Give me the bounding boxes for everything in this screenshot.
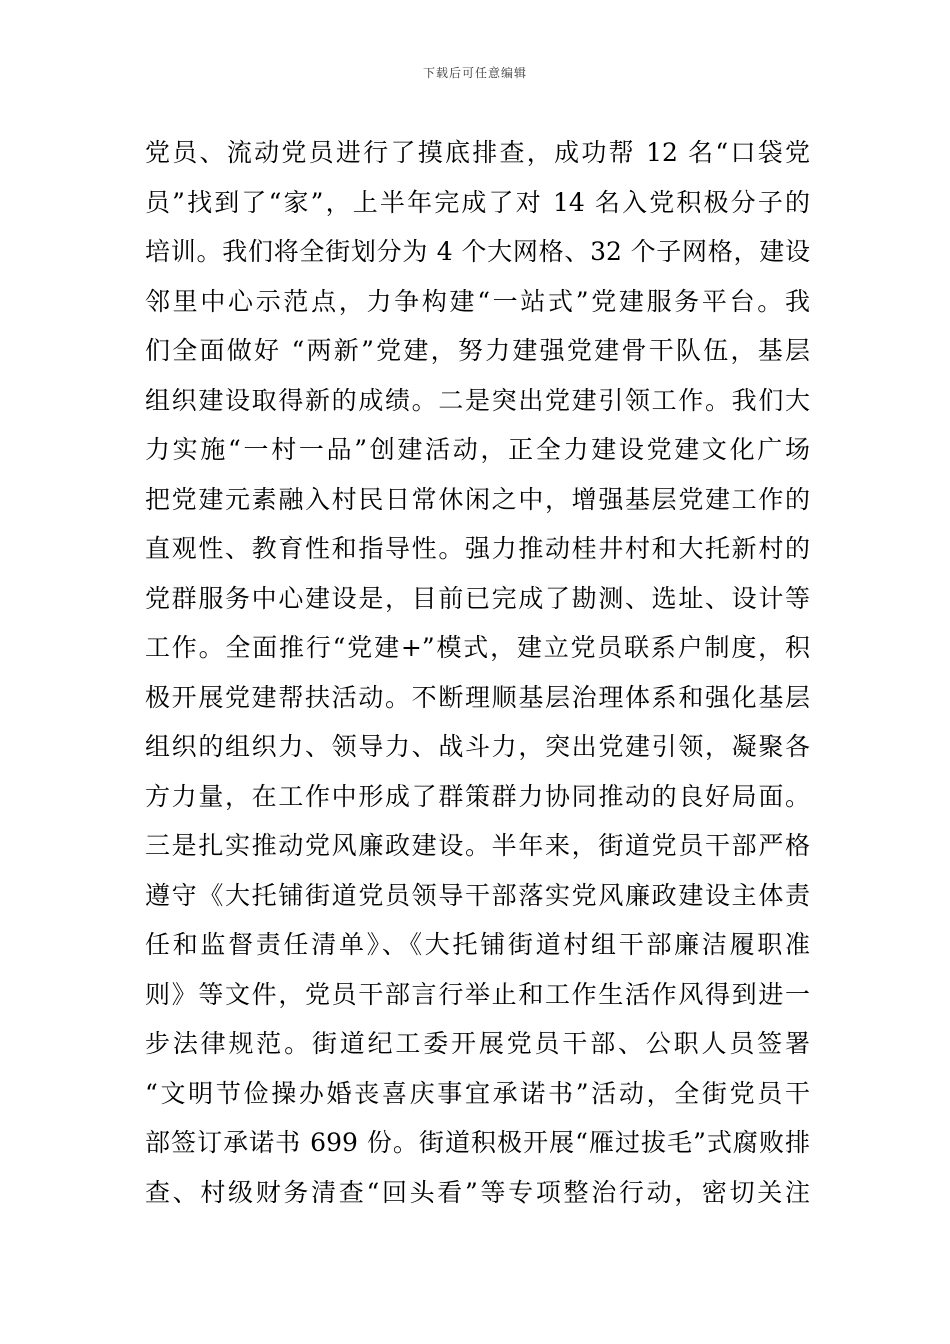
text-line: 党员、流动党员进行了摸底排查，成功帮 12 名“口袋党 [145, 138, 810, 167]
text-line: 查、村级财务清查“回头看”等专项整治行动，密切关注 [145, 1177, 810, 1207]
text-line: 把党建元素融入村民日常休闲之中，增强基层党建工作的 [145, 484, 810, 514]
text-line: 三是扎实推动党风廉政建设。半年来，街道党员干部严格 [145, 831, 810, 860]
text-line: 直观性、教育性和指导性。强力推动桂井村和大托新村的 [145, 534, 810, 563]
text-line: 们全面做好 “两新”党建，努力建强党建骨干队伍，基层 [145, 336, 810, 365]
text-line: 极开展党建帮扶活动。不断理顺基层治理体系和强化基层 [145, 682, 810, 712]
text-line: 工作。全面推行“党建+”模式，建立党员联系户制度，积 [145, 633, 810, 662]
text-line: 任和监督责任清单》、《大托铺街道村组干部廉洁履职准 [145, 930, 810, 959]
text-line: 步法律规范。街道纪工委开展党员干部、公职人员签署 [145, 1029, 810, 1058]
text-line: 员”找到了“家”，上半年完成了对 14 名入党积极分子的 [145, 187, 810, 217]
page-header: 下载后可任意编辑 [422, 66, 527, 80]
text-line: 组织建设取得新的成绩。二是突出党建引领工作。我们大 [145, 385, 810, 415]
body-paragraph [145, 128, 810, 1217]
text-line: 邻里中心示范点，力争构建“一站式”党建服务平台。我 [145, 286, 810, 316]
text-line: 培训。我们将全街划分为 4 个大网格、32 个子网格，建设 [145, 237, 810, 266]
text-line: 方力量，在工作中形成了群策群力协同推动的良好局面。 [145, 781, 810, 811]
text-line: 组织的组织力、领导力、战斗力，突出党建引领，凝聚各 [145, 732, 810, 761]
text-line: 则》等文件，党员干部言行举止和工作生活作风得到进一 [145, 979, 810, 1009]
text-line: 力实施“一村一品”创建活动，正全力建设党建文化广场 [145, 435, 810, 464]
text-line: 党群服务中心建设是，目前已完成了勘测、选址、设计等 [145, 583, 810, 613]
text-line: 遵守《大托铺街道党员领导干部落实党风廉政建设主体责 [145, 880, 810, 910]
text-line: “文明节俭操办婚丧喜庆事宜承诺书”活动，全街党员干 [145, 1078, 810, 1108]
text-line: 部签订承诺书 699 份。街道积极开展“雁过拔毛”式腐败排 [145, 1128, 810, 1157]
